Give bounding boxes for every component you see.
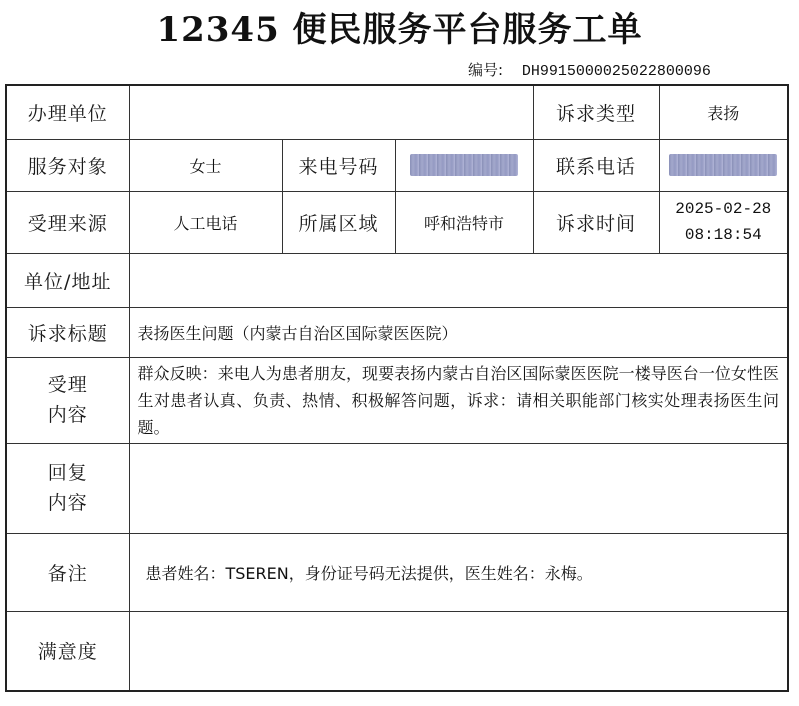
- row-accept-content: [6, 357, 788, 443]
- contact-phone-value: [659, 139, 788, 191]
- document-title: 12345 便民服务平台服务工单: [156, 10, 643, 50]
- appeal-type-label: 诉求类型: [533, 85, 659, 139]
- accept-content-value: 群众反映：来电人为患者朋友，现要表扬内蒙古自治区国际蒙医医院一楼导医台一位女性医生对患者认真、负责、热情、积极解答问题，诉求：请相关职能部门核实处理表扬医生问题。: [129, 357, 788, 443]
- number-value: DH9915000025022800096: [521, 63, 711, 80]
- work-order-number: [468, 60, 711, 82]
- unit-value: [129, 85, 533, 139]
- remarks-label: 备注: [6, 533, 129, 611]
- appeal-type-value: 表扬: [659, 85, 788, 139]
- caller-phone-label: 来电号码: [282, 139, 395, 191]
- row-appeal-title: [6, 307, 788, 357]
- appeal-date: 2025-02-28: [675, 200, 772, 218]
- appeal-title-label: 诉求标题: [6, 307, 129, 357]
- caller-phone-value: [395, 139, 533, 191]
- satisfaction-label: 满意度: [6, 611, 129, 691]
- row-unit: [6, 85, 788, 139]
- unit-label: 办理单位: [6, 85, 129, 139]
- row-reply-content: [6, 443, 788, 533]
- service-target-value: 女士: [129, 139, 282, 191]
- accept-content-label-line1: 受理: [47, 374, 88, 396]
- service-target-label: 服务对象: [6, 139, 129, 191]
- row-remarks: [6, 533, 788, 611]
- reply-content-label: [6, 443, 129, 533]
- source-value: 人工电话: [129, 191, 282, 253]
- row-satisfaction: [6, 611, 788, 691]
- row-service-target: [6, 139, 788, 191]
- reply-content-label-line1: 回复: [47, 462, 88, 484]
- region-value: 呼和浩特市: [395, 191, 533, 253]
- source-label: 受理来源: [6, 191, 129, 253]
- accept-content-label-line2: 内容: [47, 404, 88, 426]
- contact-phone-redaction: [669, 154, 777, 176]
- appeal-time-label: 诉求时间: [533, 191, 659, 253]
- row-source: [6, 191, 788, 253]
- reply-content-value: [129, 443, 788, 533]
- row-address: [6, 253, 788, 307]
- region-label: 所属区域: [282, 191, 395, 253]
- accept-content-label: [6, 357, 129, 443]
- address-label: 单位/地址: [6, 253, 129, 307]
- work-order-form: [5, 84, 789, 692]
- appeal-title-value: 表扬医生问题（内蒙古自治区国际蒙医医院）: [129, 307, 788, 357]
- appeal-clock: 08:18:54: [684, 226, 762, 244]
- satisfaction-value: [129, 611, 788, 691]
- appeal-time-value: [659, 191, 788, 253]
- reply-content-label-line2: 内容: [47, 492, 88, 514]
- number-label: 编号:: [468, 61, 504, 79]
- caller-phone-redaction: [410, 154, 518, 176]
- contact-phone-label: 联系电话: [533, 139, 659, 191]
- address-value: [129, 253, 788, 307]
- remarks-value: 患者姓名：TSEREN，身份证号码无法提供，医生姓名：永梅。: [129, 533, 788, 611]
